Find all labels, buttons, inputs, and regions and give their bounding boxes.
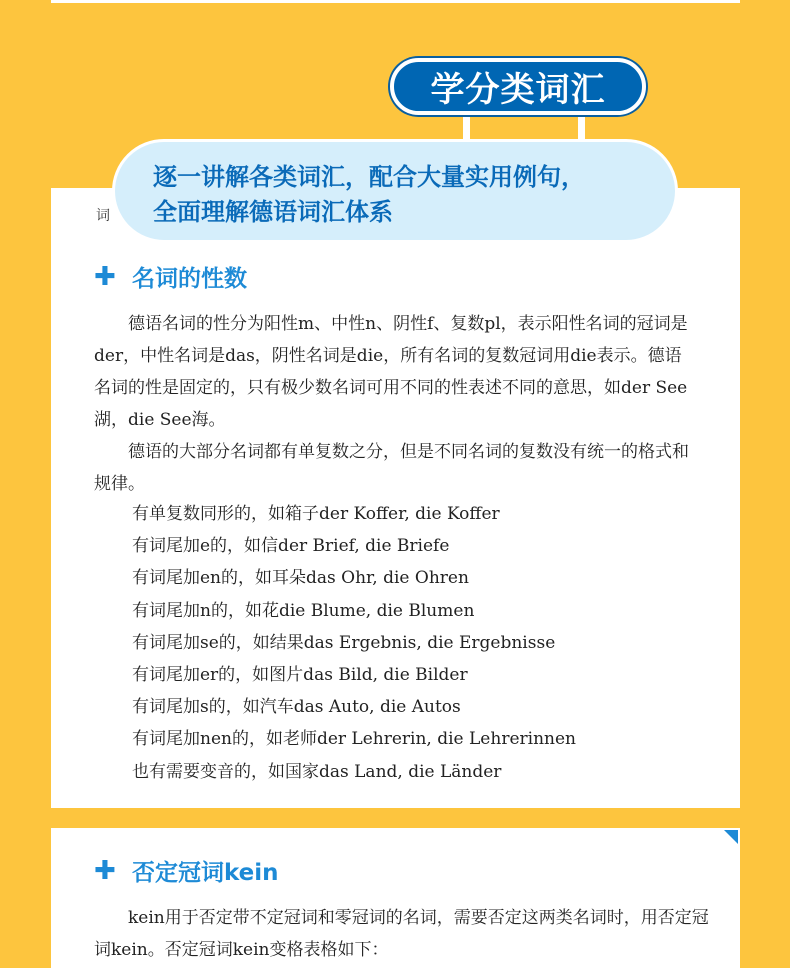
paragraph: kein用于否定带不定冠词和零冠词的名词，需要否定这两类名词时，用否定冠词kein。否定冠词kein变格表格如下： (94, 908, 709, 960)
list-item: 有单复数同形的，如箱子der Koffer, die Koffer (132, 504, 500, 524)
body-text (94, 902, 714, 966)
section-heading-kein (94, 854, 279, 887)
feature-callout (112, 139, 678, 243)
banner-pill (390, 58, 646, 115)
list-item: 有词尾加er的，如图片das Bild, die Bilder (132, 665, 468, 686)
list-item: 有词尾加n的，如花die Blume, die Blumen (132, 600, 475, 621)
paragraph: 德语的大部分名词都有单复数之分，但是不同名词的复数没有统一的格式和规律。 (94, 442, 689, 494)
list-item: 有词尾加se的，如结果das Ergebnis, die Ergebnisse (132, 632, 556, 653)
list-item: 也有需要变音的，如国家das Land, die Länder (132, 761, 502, 782)
list-item: 有词尾加nen的，如老师der Lehrerin, die Lehrerinnen (132, 729, 576, 750)
cross-bullet-icon: ✚ (94, 261, 116, 292)
section-title: 否定冠词kein (132, 860, 279, 886)
previous-card-edge (51, 0, 740, 3)
content-card-noun-gender (51, 188, 740, 808)
list-item: 有词尾加e的，如信der Brief, die Briefe (132, 536, 450, 557)
callout-line: 逐一讲解各类词汇，配合大量实用例句， (153, 163, 585, 191)
list-item: 有词尾加en的，如耳朵das Ohr, die Ohren (132, 568, 469, 589)
cross-bullet-icon: ✚ (94, 855, 116, 886)
example-list (132, 498, 576, 788)
corner-triangle-icon (724, 830, 738, 844)
body-text (94, 308, 694, 500)
paragraph: 德语名词的性分为阳性m、中性n、阴性f、复数pl，表示阳性名词的冠词是der，中性名词是das，阴性名词是die，所有名词的复数冠词用die表示。德语名词的性是固定的，只有极少数名词可用不同的性表述不同的意思，如der See湖，die See海。 (94, 314, 688, 430)
partial-text: 词 (96, 208, 110, 224)
callout-line: 全面理解德语词汇体系 (153, 198, 393, 226)
banner-title: 学分类词汇 (430, 70, 606, 110)
content-card-negation-article (51, 828, 740, 968)
list-item: 有词尾加s的，如汽车das Auto, die Autos (132, 697, 461, 718)
section-heading-noun-gender (94, 260, 247, 293)
section-title: 名词的性数 (132, 266, 247, 292)
